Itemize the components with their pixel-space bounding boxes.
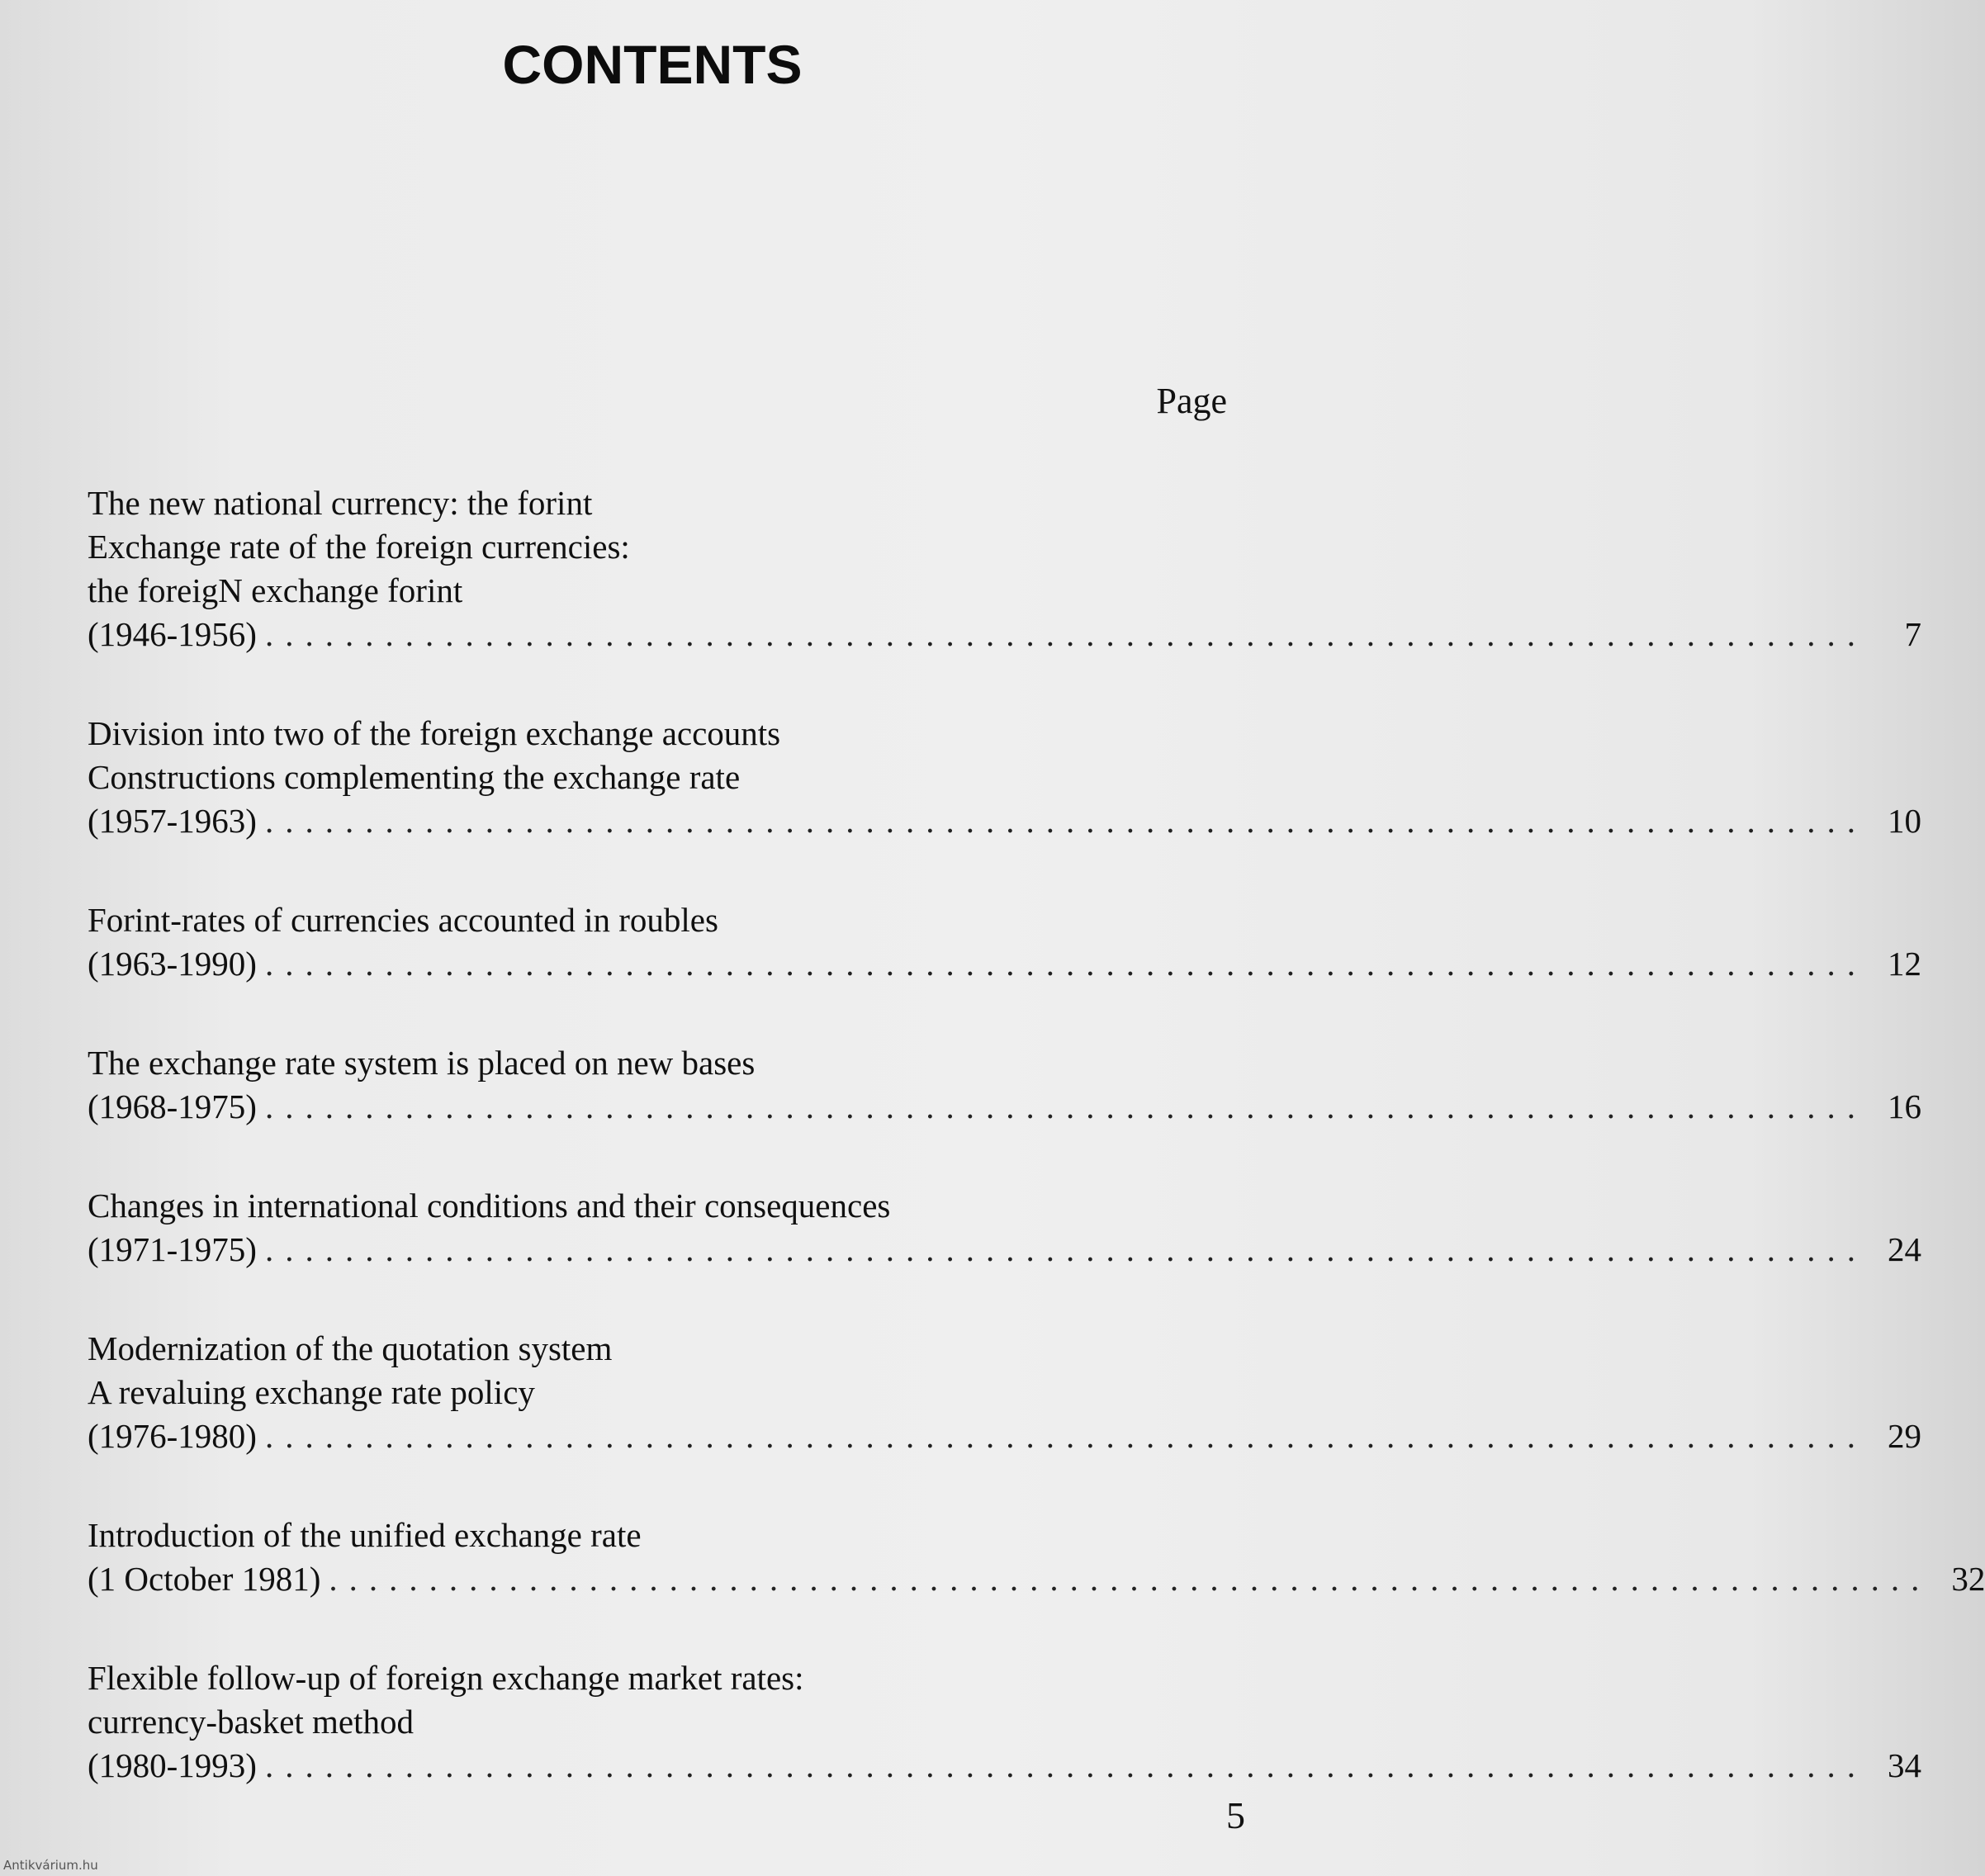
toc-entry [88, 1514, 1985, 1601]
page-title: CONTENTS [502, 34, 803, 95]
toc-entry-period-row [88, 1085, 1921, 1129]
toc-entry [88, 1041, 1921, 1129]
toc-entry-title-line: the foreigN exchange forint [88, 571, 463, 609]
toc-entry [88, 1656, 1921, 1788]
toc-entry-title-line: Flexible follow-up of foreign exchange market rates: [88, 1659, 804, 1697]
toc-entry-period: (1971-1975) [88, 1230, 257, 1268]
toc-entry-page: 7 [1904, 615, 1921, 653]
toc-entry-title-line: The exchange rate system is placed on new bases [88, 1044, 756, 1082]
toc-entry-period-row [88, 1744, 1921, 1788]
toc-entry-period: (1946-1956) [88, 615, 257, 653]
watermark: Antikvárium.hu [3, 1858, 98, 1873]
toc-entry [88, 712, 1921, 843]
dot-leader: ................................................................................ [329, 1560, 1931, 1598]
dot-leader: ................................................................................ [264, 1417, 1867, 1455]
dot-leader: ................................................................................ [264, 802, 1867, 840]
toc-entry-title-line: Constructions complementing the exchange rate [88, 758, 741, 796]
toc-entry-period: (1980-1993) [88, 1746, 257, 1784]
toc-entry-title-line: Modernization of the quotation system [88, 1329, 613, 1367]
toc-entry-page: 29 [1887, 1417, 1921, 1455]
dot-leader: ................................................................................ [264, 945, 1867, 983]
toc-entry-page: 34 [1887, 1746, 1921, 1784]
page-column-label: Page [1156, 381, 1227, 421]
toc-entry-title-line: Forint-rates of currencies accounted in roubles [88, 901, 718, 939]
page-number: 5 [1226, 1794, 1245, 1836]
toc-entry-period-row [88, 1557, 1985, 1601]
toc-entry-title-line: Changes in international conditions and their consequences [88, 1187, 891, 1225]
toc-entry-period: (1957-1963) [88, 802, 257, 840]
toc-entry-period-row [88, 1228, 1921, 1272]
toc-entry-title-line: Introduction of the unified exchange rate [88, 1516, 642, 1554]
toc-entry-page: 24 [1887, 1230, 1921, 1268]
toc-entry-title-line: Division into two of the foreign exchange accounts [88, 714, 781, 752]
toc-entry [88, 481, 1921, 656]
toc-entry-page: 10 [1887, 802, 1921, 840]
toc-entry-title-line: currency-basket method [88, 1703, 415, 1741]
toc-entry-period: (1968-1975) [88, 1087, 257, 1125]
toc-entry-page: 16 [1887, 1087, 1921, 1125]
toc-entry [88, 1184, 1921, 1272]
toc-entry-title-line: The new national currency: the forint [88, 484, 593, 522]
dot-leader: ................................................................................ [264, 1230, 1867, 1268]
table-of-contents [88, 481, 1985, 1843]
toc-entry-title-line: A revaluing exchange rate policy [88, 1373, 535, 1411]
toc-entry-title-line: Exchange rate of the foreign currencies: [88, 528, 630, 566]
dot-leader: ................................................................................ [264, 615, 1867, 653]
toc-entry-period: (1 October 1981) [88, 1560, 321, 1598]
toc-entry-period-row [88, 613, 1921, 656]
toc-entry-period: (1976-1980) [88, 1417, 257, 1455]
dot-leader: ................................................................................ [264, 1087, 1867, 1125]
toc-entry [88, 898, 1921, 986]
toc-entry-period-row [88, 799, 1921, 843]
dot-leader: ................................................................................ [264, 1746, 1867, 1784]
toc-entry-period-row [88, 942, 1921, 986]
toc-entry-period-row [88, 1414, 1921, 1458]
toc-entry-page: 12 [1887, 945, 1921, 983]
toc-entry-period: (1963-1990) [88, 945, 257, 983]
toc-entry-page: 32 [1951, 1560, 1985, 1598]
toc-entry [88, 1327, 1921, 1458]
